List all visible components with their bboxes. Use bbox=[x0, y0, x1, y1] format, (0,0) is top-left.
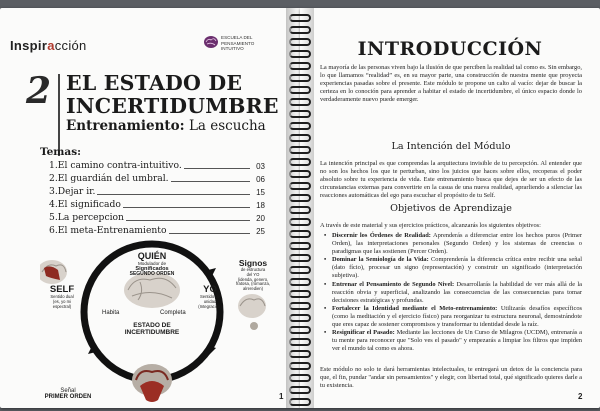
yo-sub-1: Sentido de bbox=[199, 294, 221, 299]
chapter-subtitle bbox=[66, 118, 266, 134]
list-item bbox=[332, 305, 582, 329]
signos-label bbox=[226, 258, 280, 292]
quien-sub-1: Modulador de bbox=[137, 261, 167, 266]
toc-item-label: 5.La percepcion bbox=[49, 212, 124, 223]
incertidumbre-diagram bbox=[40, 230, 290, 408]
toc-item-page: 25 bbox=[256, 227, 265, 236]
senal-label bbox=[38, 388, 98, 400]
toc-item[interactable] bbox=[49, 210, 265, 223]
spiral-ring bbox=[289, 50, 311, 58]
objetivos-intro: A través de este material y sus ejercicios prácticos, alcanzarás los siguientes objetivos: bbox=[320, 222, 541, 229]
objetivo-text: Mediante las lecciones de Un Curso de Milagros (UCDM), entrenarás a tu mente para reconocer que "Solo ves el pasado" y empezarás a limpiar los filtros que impiden ver el mundo tal como es ahora. bbox=[332, 329, 582, 353]
spiral-ring bbox=[289, 230, 311, 238]
spiral-ring bbox=[289, 122, 311, 130]
quien-title: QUIÉN bbox=[137, 251, 167, 261]
spiral-ring bbox=[289, 14, 311, 22]
spiral-ring bbox=[289, 74, 311, 82]
toc-item-label: 1.El camino contra-intuitivo. bbox=[49, 160, 182, 171]
spiral-ring bbox=[289, 194, 311, 202]
self-sub-1: Sentido dual bbox=[50, 294, 74, 299]
objetivo-text: Comprenderás la diferencia crítica entre recibir una señal (dato fício), procesar un signo (representación) y construir un significado (interpretación subjetiva). bbox=[332, 256, 583, 280]
toc-leader bbox=[171, 181, 250, 182]
objetivo-title: Discernir los Órdenes de Realidad: bbox=[332, 232, 431, 239]
yo-sub-2: unidad bbox=[203, 298, 217, 304]
spiral-ring bbox=[289, 338, 311, 346]
intro-title: INTRODUCCIÓN bbox=[357, 38, 543, 60]
subtitle-value: La escucha bbox=[184, 118, 266, 134]
brand-part-3: cción bbox=[54, 38, 87, 53]
objetivo-title: Resignificar el Pasado: bbox=[332, 329, 395, 337]
estado-label bbox=[112, 322, 192, 336]
toc-item-page: 15 bbox=[256, 188, 265, 197]
spiral-ring bbox=[289, 146, 311, 154]
list-item bbox=[332, 256, 582, 280]
objetivo-title: Fortalecer la Identidad mediante el Meto-entrenamiento: bbox=[332, 304, 498, 312]
estado-line-1: ESTADO DE bbox=[133, 322, 171, 329]
toc-item[interactable] bbox=[49, 184, 265, 197]
senal-title: Señal bbox=[60, 388, 76, 394]
title-divider bbox=[58, 74, 60, 156]
completa-label: Completa bbox=[160, 310, 186, 316]
spiral-ring bbox=[289, 62, 311, 70]
page-number-right: 2 bbox=[578, 392, 583, 401]
senal-sub: PRIMER ORDEN bbox=[44, 394, 92, 400]
spiral-ring bbox=[289, 26, 311, 34]
spiral-ring bbox=[289, 314, 311, 322]
spiral-ring bbox=[289, 182, 311, 190]
spiral-ring bbox=[289, 206, 311, 214]
spiral-ring bbox=[289, 218, 311, 226]
signos-sub-5: alreredien) bbox=[242, 286, 264, 292]
spiral-ring bbox=[289, 278, 311, 286]
spiral-ring bbox=[289, 398, 311, 406]
school-line-2: PENSAMIENTO bbox=[221, 40, 255, 46]
toc-leader bbox=[184, 168, 250, 169]
list-item bbox=[332, 232, 582, 256]
school-line-3: INTUITIVO bbox=[221, 46, 244, 52]
intro-paragraph: La mayoría de las personas viven bajo la ilusión de que perciben la realidad tal como es. Sin embargo, lo que llamamos “realidad” es, en su mayor parte, una construcción de nuestra mente que proyecta experiencias pasadas sobre el presente. Este módulo te propone un calto al vacío: dejar de buscar la certeza en lo conoción para aprender a habitar el estado de incertidumbre, el único espacio donde lo verdaderamente nuevo puede emerger. bbox=[320, 64, 582, 104]
signos-brain-icon bbox=[238, 294, 266, 330]
signos-sub-2: del YO bbox=[246, 271, 260, 277]
spiral-ring bbox=[289, 254, 311, 262]
toc-item[interactable] bbox=[49, 158, 265, 171]
list-item bbox=[332, 329, 582, 353]
senal-brain-icon bbox=[132, 364, 172, 402]
spiral-ring bbox=[289, 110, 311, 118]
yo-sub-3: (Integración) bbox=[198, 303, 222, 309]
spiral-binding bbox=[286, 10, 314, 406]
spiral-ring bbox=[289, 266, 311, 274]
intencion-paragraph: La intención principal es que comprendas la arquitectura invisible de tu percepción. Al entender que no son los hechos los que te perturban, sino los juicios que haces sobre ellos, recoperas el poder absoluto sobre tu experiencia de vida. Este entrenamiento busca que dejes de ser un efecto de las circunstancias externas para convertirte en la casua de una nueva realidad, aprarliendo a silenciar las reacciones automáticas del ego para escuchar el propósito de tu Self. bbox=[320, 160, 582, 200]
spiral-ring bbox=[289, 242, 311, 250]
spiral-ring bbox=[289, 374, 311, 382]
toc-item-label: 6.El meta-Entrenamiento bbox=[49, 225, 167, 236]
self-sub-2: (es, yo mi bbox=[52, 298, 72, 304]
yo-label bbox=[190, 284, 230, 309]
estado-line-2: INCERTIDUMBRE bbox=[124, 329, 180, 336]
quien-label bbox=[120, 251, 184, 278]
heading-objetivos: Objetivos de Aprendizaje bbox=[390, 203, 512, 214]
objetivos-list bbox=[320, 232, 582, 353]
toc-leader bbox=[97, 194, 250, 195]
spiral-ring bbox=[289, 134, 311, 142]
toc-item-page: 06 bbox=[256, 175, 265, 184]
left-page bbox=[0, 8, 300, 408]
brand-flame-a: a bbox=[47, 38, 55, 53]
toc-leader bbox=[126, 220, 250, 221]
subtitle-label: Entrenamiento: bbox=[66, 118, 185, 134]
toc-item-page: 03 bbox=[256, 162, 265, 171]
right-page bbox=[300, 8, 600, 408]
spiral-ring bbox=[289, 38, 311, 46]
toc-item[interactable] bbox=[49, 197, 265, 210]
table-of-contents bbox=[49, 158, 265, 236]
objetivo-title: Dominar la Semiología de la Vida: bbox=[332, 256, 429, 264]
self-brain-icon bbox=[40, 260, 67, 284]
toc-item-label: 3.Dejar ir. bbox=[49, 186, 96, 197]
chapter-number: 2 bbox=[26, 70, 52, 112]
signos-sub-3: (idenda, genero, bbox=[237, 276, 269, 282]
list-item bbox=[332, 281, 582, 305]
spiral-ring bbox=[289, 170, 311, 178]
self-title: SELF bbox=[49, 284, 75, 295]
toc-heading: Temas: bbox=[40, 146, 81, 158]
toc-item-label: 2.El guardián del umbral. bbox=[49, 173, 169, 184]
signos-title: Signos bbox=[238, 258, 268, 268]
spiral-ring bbox=[289, 98, 311, 106]
toc-item-page: 20 bbox=[256, 214, 265, 223]
self-label bbox=[40, 284, 84, 309]
habita-label: Habita bbox=[102, 310, 120, 316]
objetivo-text: Utilizarás desafíos específicos (como la meditación y el ejercicio físico) para reorganizar tu estructura neuronal, demostrándote que eres capaz de sostener compromisos y transformar tu identidad desde la raíz. bbox=[332, 304, 583, 329]
signos-sub-4: fratosa, (romanza, bbox=[236, 281, 270, 287]
heading-intencion: La Intención del Módulo bbox=[391, 141, 511, 152]
toc-item-label: 4.El significado bbox=[49, 199, 121, 210]
chapter-title bbox=[66, 72, 279, 118]
self-sub-3: espectral) bbox=[52, 303, 72, 309]
page-number-left: 1 bbox=[279, 392, 284, 401]
closing-paragraph: Este módulo no solo te dará herramientas intelectuales, te entregará un detox de la conciencia para que, el fin, pundar "andar sin pensamientos" y elegir, con libertad total, qué significado quieres darle a tu existencia. bbox=[320, 366, 582, 390]
spiral-ring bbox=[289, 302, 311, 310]
spiral-ring bbox=[289, 326, 311, 334]
toc-item[interactable] bbox=[49, 171, 265, 184]
chapter-title-line-1: EL ESTADO DE bbox=[66, 71, 243, 95]
spiral-ring bbox=[289, 350, 311, 358]
toc-item-page: 18 bbox=[256, 201, 265, 210]
spiral-ring bbox=[289, 362, 311, 370]
toc-leader bbox=[123, 207, 250, 208]
spiral-ring bbox=[289, 386, 311, 394]
objetivo-text: Aprenderás a diferenciar entre los hechos puros (Primer Orden), las interpretaciones personales (Segundo Orden) y los sistemas de creencias o paradigmas que las sostienen (Percer Orden). bbox=[332, 232, 582, 256]
objetivo-title: Entrenar el Pensamiento de Segundo Nivel: bbox=[332, 280, 455, 288]
spiral-ring bbox=[289, 86, 311, 94]
brand-part-1: Inspir bbox=[10, 38, 48, 53]
signos-sub-1: de estructura bbox=[240, 267, 266, 272]
objetivo-text: Desarrollarás la habilidad de ver más allá de la reacción obvia y superficial, analizando las consecuencias de las consecuencias para tomar decisiones estratégicas y profundas. bbox=[332, 280, 582, 304]
spiral-ring bbox=[289, 290, 311, 298]
school-name bbox=[221, 35, 271, 52]
brain-logo-icon bbox=[203, 34, 219, 50]
yo-title: YO bbox=[203, 284, 217, 295]
school-line-1: ESCUELA DEL bbox=[221, 35, 253, 40]
quien-sub-3: SEGUNDO ORDEN bbox=[129, 271, 175, 278]
brand-logo bbox=[10, 38, 87, 53]
spiral-ring bbox=[289, 158, 311, 166]
chapter-title-line-2: INCERTIDUMBRE bbox=[66, 94, 279, 118]
quien-sub-2: Significados bbox=[135, 266, 169, 273]
